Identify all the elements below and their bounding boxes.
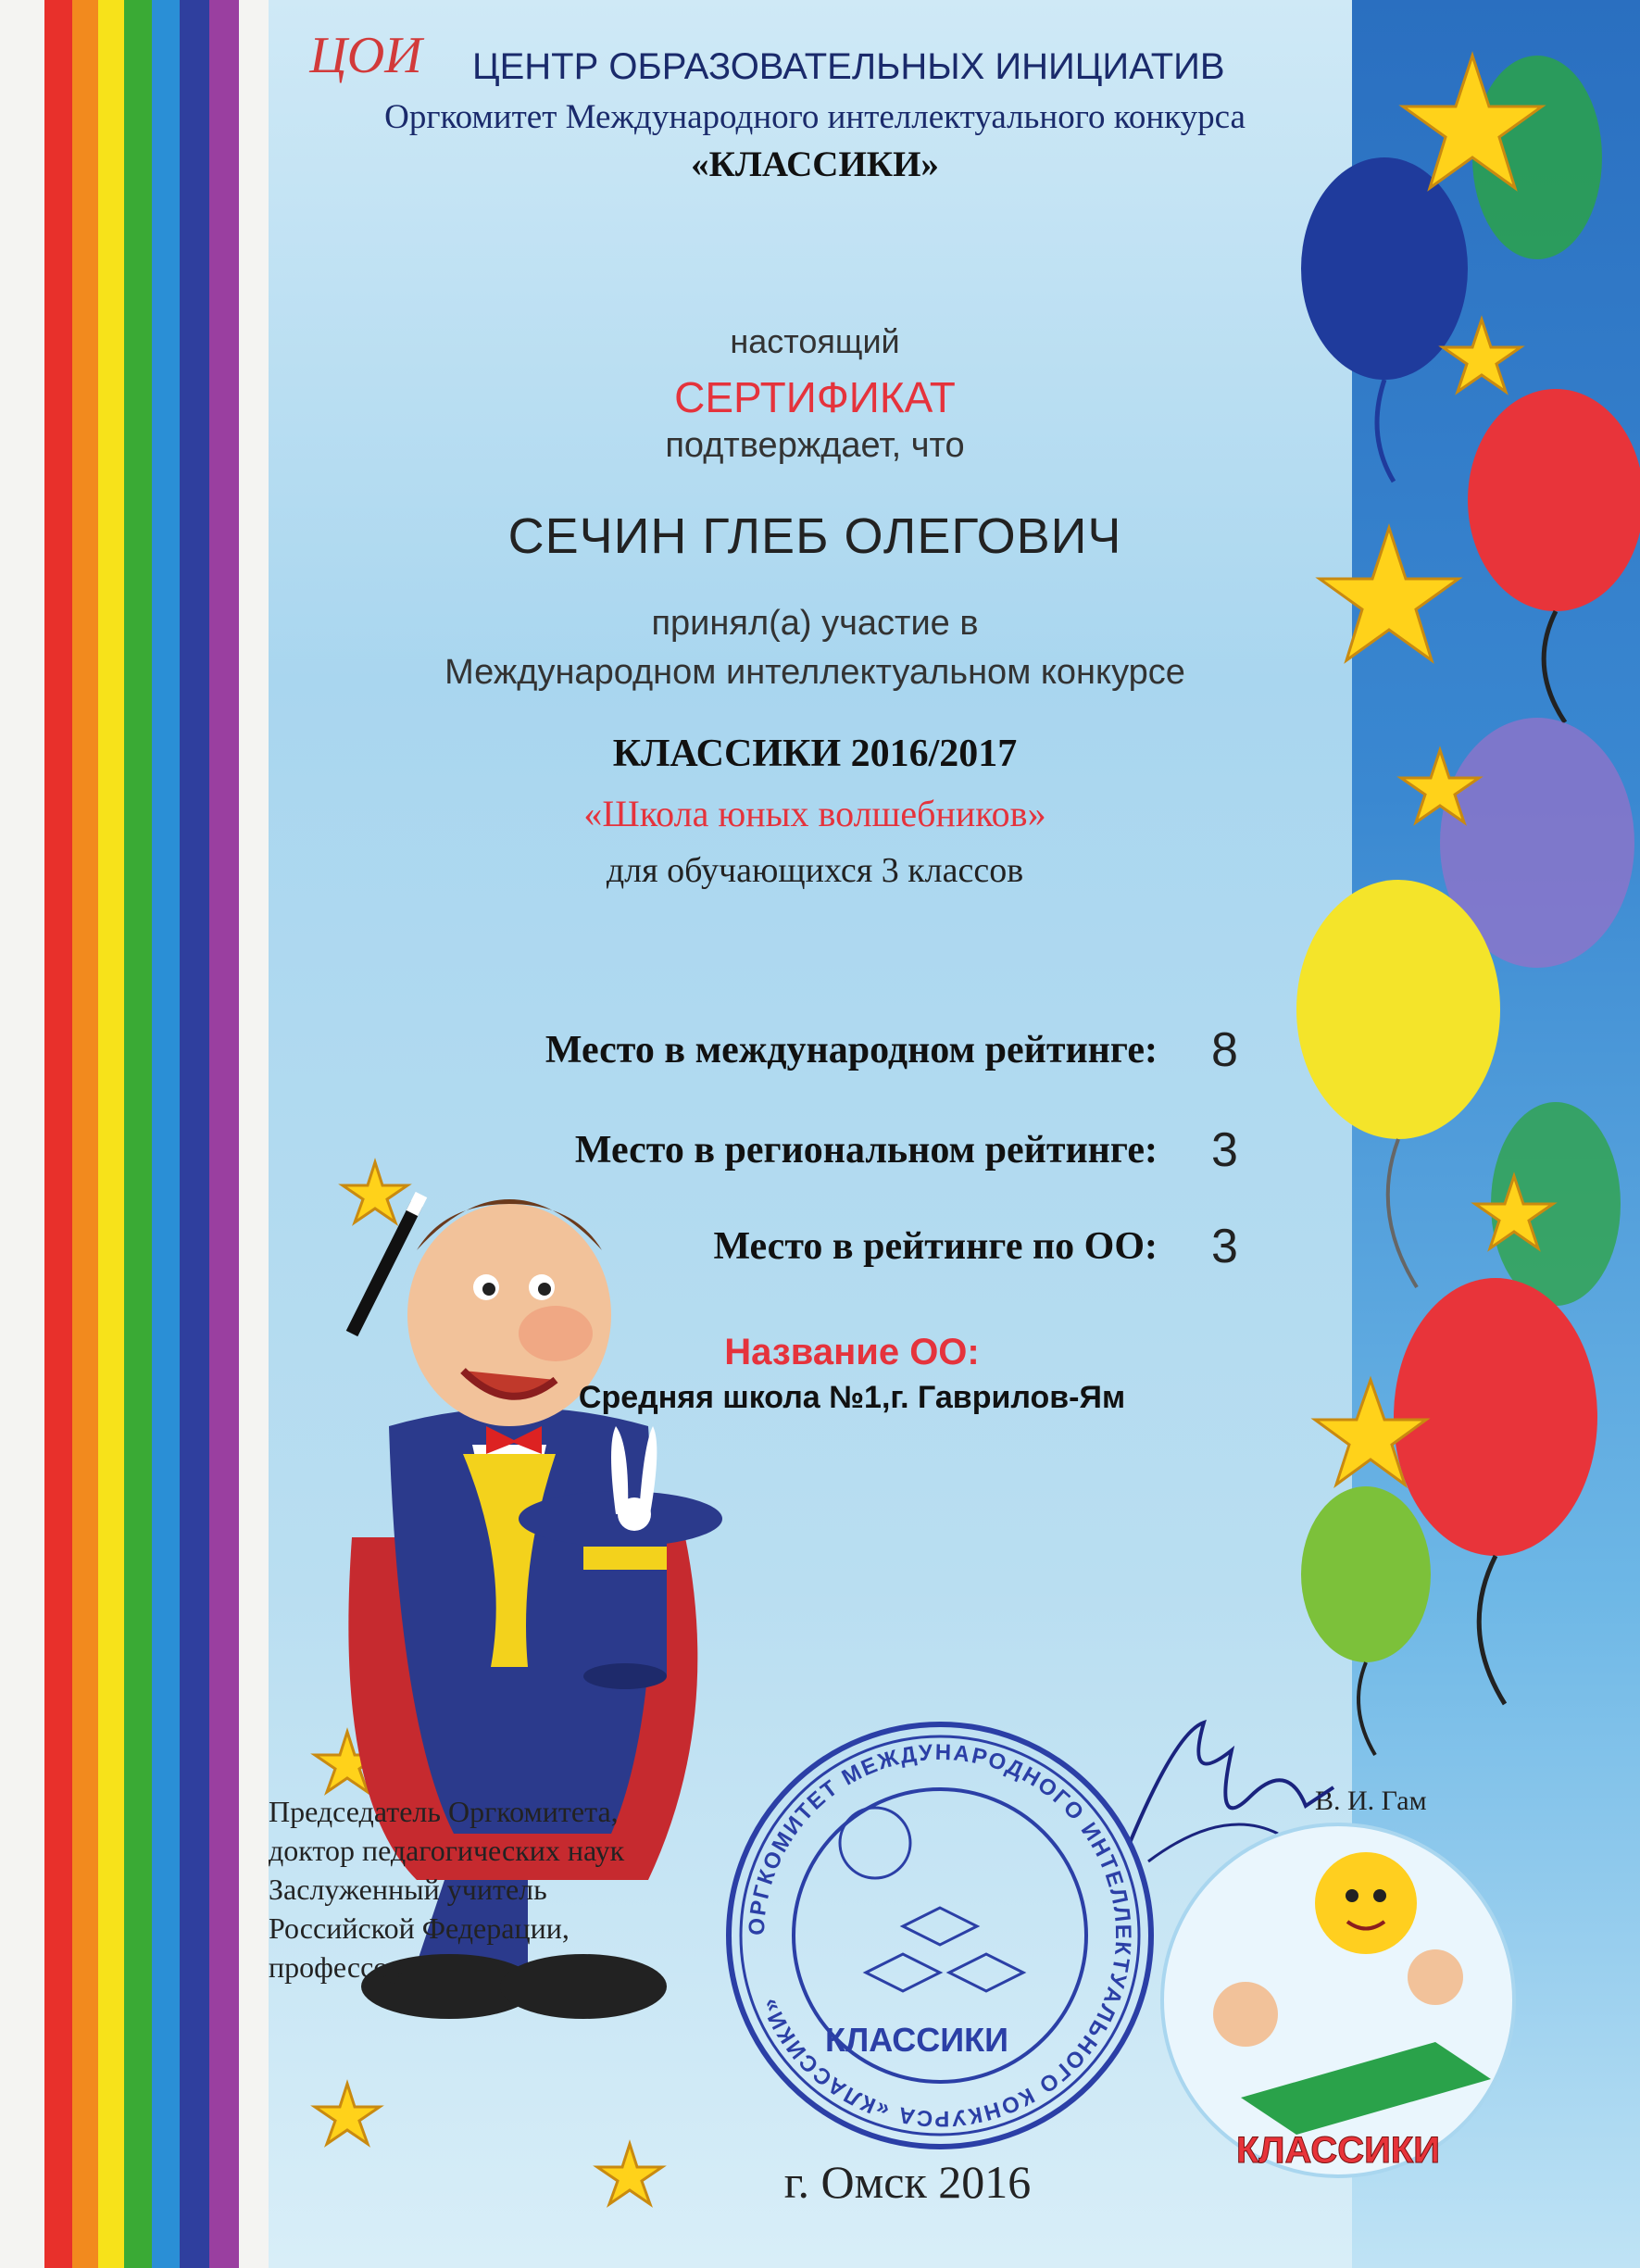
contest-name: «КЛАССИКИ» [691,144,939,184]
audience-text: для обучающихся 3 классов [606,851,1024,890]
rating-international-value: 8 [1211,1023,1238,1077]
org-name: ЦЕНТР ОБРАЗОВАТЕЛЬНЫХ ИНИЦИАТИВ [472,46,1225,87]
confirms-text: подтверждает, что [665,426,965,465]
signature-line: Российской Федерации, [269,1911,570,1945]
rating-international-label: Место в международном рейтинге: [545,1029,1158,1071]
intro-text: настоящий [730,322,900,360]
stamp-ring-text: ОРГКОМИТЕТ МЕЖДУНАРОДНОГО ИНТЕЛЛЕКТУАЛЬНОГО КОНКУРСА «КЛАССИКИ» [744,1739,1136,2132]
committee-name: Оргкомитет Международного интеллектуального конкурса [384,98,1246,136]
official-stamp [718,1713,1162,2158]
school-name: Средняя школа №1,г. Гаврилов-Ям [578,1380,1126,1415]
klassiki-logo [1158,1820,1519,2181]
participated-text: принял(а) участие в [651,604,979,643]
signer-name: В. И. Гам [1315,1786,1427,1816]
rating-school-label: Место в рейтинге по ОО: [713,1225,1158,1268]
signature-line: Председатель Оргкомитета, [269,1795,619,1828]
certificate-title: СЕРТИФИКАТ [674,373,956,421]
contest-line: Международном интеллектуальном конкурсе [444,653,1185,692]
recipient-name: СЕЧИН ГЛЕБ ОЛЕГОВИЧ [507,508,1122,564]
contest-year: КЛАССИКИ 2016/2017 [612,733,1018,775]
contest-theme: «Школа юных волшебников» [583,793,1046,834]
signature-line: доктор педагогических наук [269,1834,625,1867]
rating-school-value: 3 [1211,1220,1238,1273]
rating-regional-value: 3 [1211,1123,1238,1177]
signature-line: профессор [269,1950,404,1984]
place-date: г. Омск 2016 [783,2156,1032,2208]
signature-line: Заслуженный учитель [269,1873,547,1906]
rating-regional-label: Место в региональном рейтинге: [574,1129,1158,1172]
org-logo-mark: ЦОИ [309,27,422,84]
school-heading: Название ОО: [724,1332,980,1372]
svg-text:ОРГКОМИТЕТ МЕЖДУНАРОДНОГО ИНТЕ [745,1740,1135,2131]
logo-text: КЛАССИКИ [1235,2130,1441,2171]
stamp-center-text: КЛАССИКИ [824,2021,1009,2059]
signature-block [269,1792,624,1986]
